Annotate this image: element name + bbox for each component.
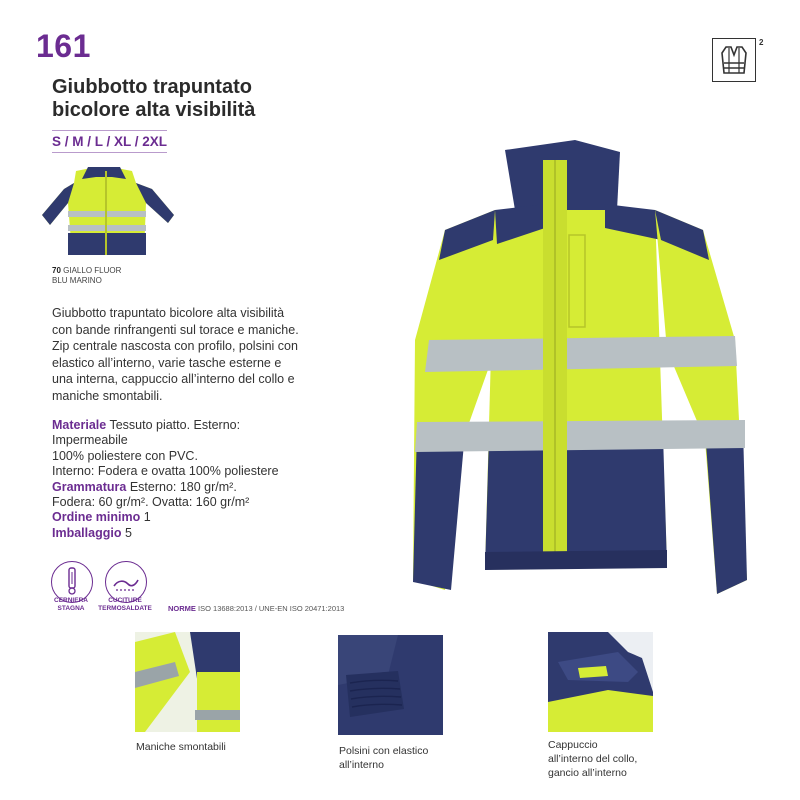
grammatura-value-2: Fodera: 60 gr/m². Ovatta: 160 gr/m²: [52, 495, 250, 510]
color-option: [52, 266, 121, 286]
materiale-value: Impermeabile: [52, 433, 128, 448]
materiale-label: Materiale: [52, 418, 107, 432]
caption-line: Cappuccio: [548, 739, 598, 751]
description-line: con bande rinfrangenti sul torace e maniche.: [52, 322, 299, 337]
imballaggio-label: Imballaggio: [52, 525, 122, 540]
product-title-line-1: Giubbotto trapuntato: [52, 76, 252, 98]
feature-line: CERNIERA: [54, 597, 88, 604]
product-title-line-2: bicolore alta visibilità: [52, 99, 256, 121]
description-line: elastico all’interno, varie tasche esterne e: [52, 355, 282, 370]
caption-line: all’interno: [339, 759, 384, 771]
ordine-minimo-value: 1: [143, 510, 151, 525]
product-code: 161: [36, 28, 91, 64]
product-description: [52, 305, 322, 404]
color-name-1: GIALLO FLUOR: [63, 266, 122, 275]
detail-image-cuffs: [338, 635, 443, 735]
ordine-minimo-label: Ordine minimo: [52, 510, 141, 525]
grammatura-label: Grammatura: [52, 479, 127, 494]
hi-vis-vest-icon: [712, 38, 756, 82]
detail-image-sleeves: [135, 632, 240, 732]
feature-line: TERMOSALDATE: [98, 605, 152, 612]
feature-line: STAGNA: [57, 605, 85, 612]
caption-line: all’interno del collo,: [548, 753, 638, 765]
detail-caption-hood: [548, 738, 637, 780]
size-range: S / M / L / XL / 2XL: [52, 130, 167, 153]
caption-line: Maniche smontabili: [136, 741, 226, 753]
standards-note: [168, 604, 344, 613]
description-line: Zip centrale nascosta con profilo, polsini con: [52, 339, 298, 353]
jacket-thumbnail: [36, 163, 182, 263]
norme-value: ISO 13688:2013 / UNE-EN ISO 20471:2013: [198, 604, 345, 613]
description-line: una interna, cappuccio all’interno del collo e: [52, 372, 295, 386]
norme-label: NORME: [168, 604, 196, 613]
imballaggio-value: 5: [124, 525, 132, 540]
detail-caption-sleeves: [136, 740, 226, 754]
materiale-value: Tessuto piatto. Esterno:: [109, 418, 241, 432]
feature-label-seams: [90, 597, 160, 613]
color-name-2: BLU MARINO: [52, 276, 102, 285]
description-line: Giubbotto trapuntato bicolore alta visibilità: [52, 306, 285, 320]
caption-line: gancio all’interno: [548, 767, 627, 779]
product-title: [52, 76, 255, 122]
detail-caption-cuffs: [339, 744, 428, 772]
class-number: 2: [759, 38, 764, 47]
caption-line: Polsini con elastico: [339, 745, 429, 757]
description-line: maniche smontabili.: [52, 388, 163, 403]
materiale-value: 100% poliestere con PVC.: [52, 448, 198, 463]
detail-image-hood: [548, 632, 653, 732]
grammatura-value: Esterno: 180 gr/m².: [129, 479, 237, 494]
materiale-value: Interno: Fodera e ovatta 100% poliestere: [52, 464, 279, 479]
color-code: 70: [52, 266, 61, 275]
feature-line: CUCITURE: [108, 597, 142, 604]
product-specs: [52, 418, 322, 541]
jacket-main-image: [405, 140, 760, 605]
